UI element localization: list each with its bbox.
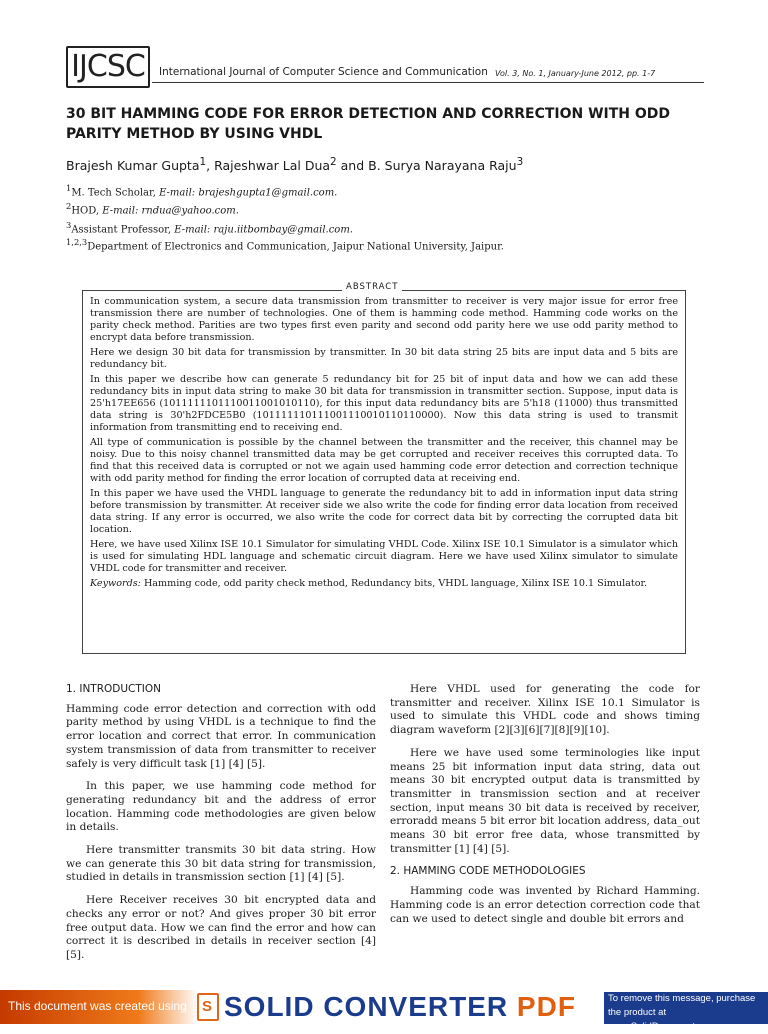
pdf-document-icon (197, 993, 219, 1021)
author-list (66, 156, 523, 173)
body-paragraph: Here Receiver receives 30 bit encrypted data and checks any error or not? And gives proper 30 bit error free output data. How we can find the error and how can correct it is described in details in receiver section [4][5]. (66, 894, 376, 961)
banner-brand-name: SOLID CONVERTER (224, 991, 517, 1022)
banner-brand[interactable] (224, 991, 576, 1023)
header-divider (152, 82, 704, 83)
author-3-sup: 3 (516, 156, 524, 168)
abstract-paragraph: All type of communication is possible by the channel between the transmitter and the receiver, this channel may be noisy. Due to this noisy channel transmitted data may be get corrupted and receiver receives this corrupted data. To find that this received data is corrupted or not we again used hamming code error detection and correction technique with odd parity method for finding the error location of corrupted data at receiving end. (90, 437, 678, 484)
body-paragraph: In this paper, we use hamming code method for generating redundancy bit and the address of error location. Hamming code methodologies are given below in details. (66, 780, 376, 834)
banner-left-strip (0, 990, 198, 1024)
abstract-text (90, 296, 678, 593)
abstract-paragraph: In communication system, a secure data transmission from transmitter to receiver is very major issue for error free transmission there are number of technologies. One of them is hamming code method. Hamming code works on the parity check method. Parities are two types first even parity and second odd parity here we use odd parity method to encrypt data before transmission. (90, 296, 678, 343)
author-sep-1: , (206, 158, 215, 174)
banner-brand-pdf: PDF (516, 991, 576, 1022)
affiliation-2-email[interactable]: rndua@yahoo.com. (141, 205, 239, 217)
author-2: Rajeshwar Lal Dua (214, 158, 331, 174)
affiliation-3-sup: 3 (66, 220, 72, 230)
converter-banner[interactable] (0, 990, 768, 1032)
journal-name: International Journal of Computer Science and Communication (159, 66, 488, 78)
affiliation-2 (66, 201, 239, 216)
keywords-text: Hamming code, odd parity check method, Redundancy bits, VHDL language, Xilinx ISE 10.1 Simulator. (140, 578, 648, 589)
abstract-label: ABSTRACT (342, 282, 402, 292)
abstract-paragraph: In this paper we have used the VHDL language to generate the redundancy bit to add in information input data string before transmission by transmitter. At receiver side we also write the code for finding error data location from received data string. If any error is occurred, we also write the code for correct data bit by correcting the corrupted data bit location. (90, 488, 678, 535)
author-3: B. Surya Narayana Raju (368, 158, 517, 174)
author-1: Brajesh Kumar Gupta (66, 158, 200, 174)
right-column (390, 683, 700, 935)
affiliation-3 (66, 220, 353, 235)
affiliation-1-email[interactable]: brajeshgupta1@gmail.com. (198, 187, 338, 199)
author-1-sup: 1 (199, 156, 207, 168)
affiliation-2-email-label: E-mail: (102, 205, 142, 217)
abstract-paragraph: Here we design 30 bit data for transmission by transmitter. In 30 bit data string 25 bits are input data and 5 bits are redundancy bit. (90, 347, 678, 370)
affiliation-2-sup: 2 (66, 201, 72, 211)
journal-volume: Vol. 3, No. 1, January-June 2012, pp. 1-7 (495, 69, 656, 78)
body-paragraph: Hamming code error detection and correction with odd parity method by using VHDL is a technique to find the error location and correct that error. In communication system transmission of data from transmitter to receiver safely is very difficult task [1] [4] [5]. (66, 702, 376, 770)
abstract-paragraph: In this paper we describe how can generate 5 redundancy bit for 25 bit of input data and how we can add these redundancy bits in input data string to make 30 bit data for transmission in transmitter section. Suppose, input data is 25'h17EE656 (1011111101110011001010110), for this input data redundancy bits are 5'h18 (11000) thus transmitted data string is 30'h2FDCE5B0 (101111110111001110010110110000). Now this data string is used to transmit information from transmitting end to receiving end. (90, 374, 678, 433)
affiliation-1-sup: 1 (66, 183, 72, 193)
affiliation-1-role: M. Tech Scholar, (71, 187, 160, 199)
affiliation-department-sup: 1,2,3 (66, 237, 88, 247)
body-paragraph: Here VHDL used for generating the code for transmitter and receiver. Xilinx ISE 10.1 Simulator is used to simulate this VHDL code and shows timing diagram waveform [2][3][6][7][8][9][10]. (390, 683, 700, 737)
banner-purchase-link[interactable]: To remove this message, purchase the product at www.SolidDocuments.com (604, 992, 768, 1024)
affiliation-department-text: Department of Electronics and Communication, Jaipur National University, Jaipur. (87, 241, 504, 253)
abstract-paragraph: Here, we have used Xilinx ISE 10.1 Simulator for simulating VHDL Code. Xilinx ISE 10.1 Simulator is a simulator which is used for simulating HDL language and schematic circuit diagram. Here we have used Xilinx simulator to simulate VHDL code for transmitter and receiver. (90, 539, 678, 574)
body-paragraph: Here we have used some terminologies like input means 25 bit information input data string, data out means 30 bit encrypted output data is transmitted by transmitter in transmission section and at receiver section, input means 30 bit data is received by receiver, erroradd means 5 bit error bit location address, data_out means 30 bit error free data, whose transmitted by transmitter [1] [4] [5]. (390, 746, 700, 855)
affiliation-1-email-label: E-mail: (159, 187, 199, 199)
banner-created-text: This document was created using (8, 999, 187, 1013)
affiliation-3-email-label: E-mail: (174, 224, 214, 236)
affiliation-3-email[interactable]: raju.iitbombay@gmail.com. (213, 224, 353, 236)
keywords-label: Keywords: (90, 578, 141, 589)
affiliation-department (66, 237, 504, 252)
body-paragraph: Here transmitter transmits 30 bit data string. How we can generate this 30 bit data string for transmission, studied in details in transmission section [1] [4] [5]. (66, 844, 376, 884)
affiliation-3-role: Assistant Professor, (71, 224, 175, 236)
body-paragraph: Hamming code was invented by Richard Hamming. Hamming code is an error detection correction code that can we used to detect single and double bit errors and (390, 885, 700, 925)
journal-logo: IJCSC (66, 46, 150, 88)
paper-title: 30 BIT HAMMING CODE FOR ERROR DETECTION AND CORRECTION WITH ODD PARITY METHOD BY USING VHDL (66, 106, 671, 142)
left-column (66, 683, 376, 972)
affiliation-1 (66, 183, 337, 198)
author-2-sup: 2 (330, 156, 337, 168)
author-sep-2: and (336, 158, 369, 174)
affiliation-2-role: HOD, (71, 205, 103, 217)
abstract-keywords (90, 578, 678, 590)
section-heading-introduction: 1. INTRODUCTION (66, 683, 162, 695)
section-heading-hamming: 2. HAMMING CODE METHODOLOGIES (390, 865, 586, 878)
